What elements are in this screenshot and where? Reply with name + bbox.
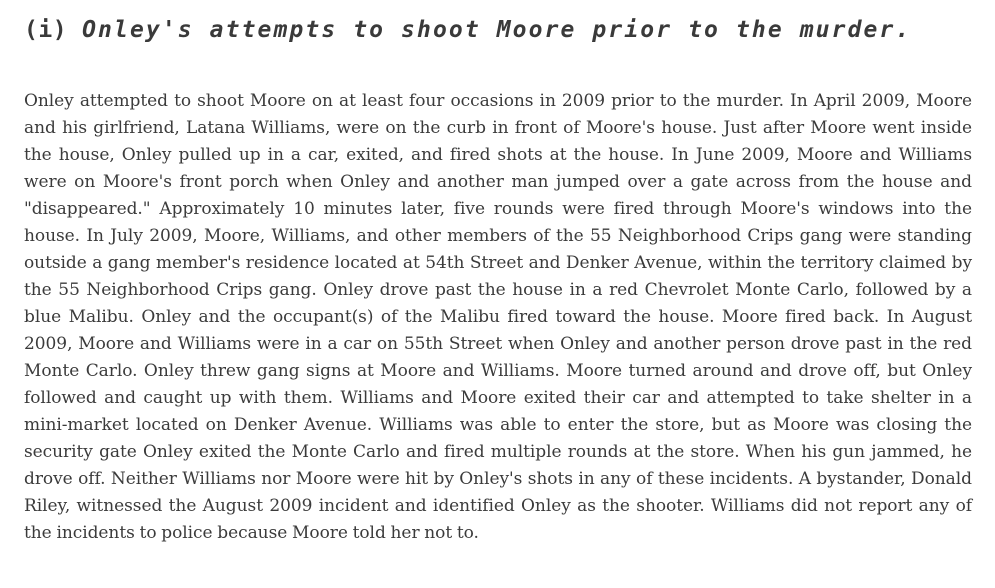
section-title: Onley's attempts to shoot Moore prior to the murder. [82,17,912,43]
section-marker: (i) [24,17,68,43]
document-page [24,0,972,547]
section-heading [24,0,972,57]
body-paragraph: Onley attempted to shoot Moore on at least four occasions in 2009 prior to the murder. In April 2009, Moore and his girlfriend, Latana Williams, were on the curb in front of Moore's house. Just after Moore went inside the house, Onley pulled up in a car, exited, and fired shots at the house. In June 2009, Moore and Williams were on Moore's front porch when Onley and another man jumped over a gate across from the house and "disappeared." Approximately 10 minutes later, five rounds were fired through Moore's windows into the house. In July 2009, Moore, Williams, and other members of the 55 Neighborhood Crips gang were standing outside a gang member's residence located at 54th Street and Denker Avenue, within the territory claimed by the 55 Neighborhood Crips gang. Onley drove past the house in a red Chevrolet Monte Carlo, followed by a blue Malibu. Onley and the occupant(s) of the Malibu fired toward the house. Moore fired back. In August 2009, Moore and Williams were in a car on 55th Street when Onley and another person drove past in the red Monte Carlo. Onley threw gang signs at Moore and Williams. Moore turned around and drove off, but Onley followed and caught up with them. Williams and Moore exited their car and attempted to take shelter in a mini-market located on Denker Avenue. Williams was able to enter the store, but as Moore was closing the security gate Onley exited the Monte Carlo and fired multiple rounds at the store. When his gun jammed, he drove off. Neither Williams nor Moore were hit by Onley's shots in any of these incidents. A bystander, Donald Riley, witnessed the August 2009 incident and identified Onley as the shooter. Williams did not report any of the incidents to police because Moore told her not to. [24,91,972,543]
